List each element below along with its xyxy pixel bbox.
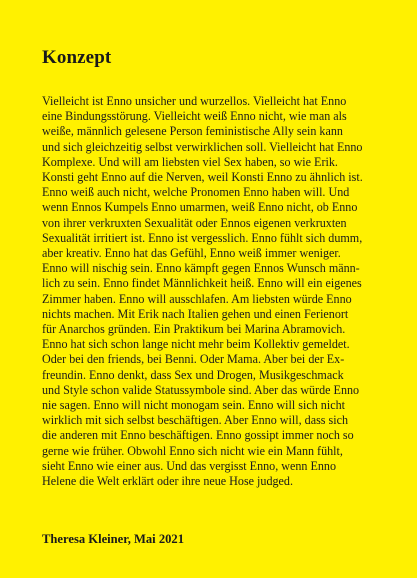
text-line: Konsti geht Enno auf die Nerven, weil Konsti Enno zu ähnlich ist.	[42, 170, 363, 185]
text-line: von ihrer verkruxten Sexualität oder Ennos eigenen verkruxten	[42, 215, 347, 230]
text-line: Sexualität irritiert ist. Enno ist vergesslich. Enno fühlt sich dumm,	[42, 230, 363, 245]
body-text	[42, 94, 387, 489]
text-line: Zimmer haben. Enno will ausschlafen. Am liebsten würde Enno	[42, 291, 352, 306]
author-signature: Theresa Kleiner, Mai 2021	[42, 532, 185, 546]
text-line: aber kreativ. Enno hat das Gefühl, Enno weiß immer weniger.	[42, 246, 341, 261]
text-line: gerne wie früher. Obwohl Enno sich nicht wie ein Mann fühlt,	[42, 443, 343, 458]
text-line: Vielleicht ist Enno unsicher und wurzellos. Vielleicht hat Enno	[42, 94, 347, 108]
text-line: Enno will nischig sein. Enno kämpft gegen Ennos Wunsch männ-	[42, 261, 360, 276]
text-line: und Style schon valide Statussymbole sind. Aber das würde Enno	[42, 382, 360, 397]
text-line: Komplexe. Und will am liebsten viel Sex haben, so wie Erik.	[42, 154, 338, 169]
text-line: wenn Ennos Kumpels Enno umarmen, weiß Enno nicht, ob Enno	[42, 200, 358, 215]
text-line: wirklich mit sich selbst beschäftigen. Aber Enno will, dass sich	[42, 413, 348, 428]
text-line: die anderen mit Enno beschäftigen. Enno gossipt immer noch so	[42, 428, 354, 443]
text-line: nichts machen. Mit Erik nach Italien gehen und einen Ferienort	[42, 306, 349, 321]
text-line: weiße, männlich gelesene Person feministische Ally sein kann	[42, 124, 343, 139]
text-line: lich zu sein. Enno findet Männlichkeit heiß. Enno will ein eigenes	[42, 276, 362, 291]
text-line: eine Bindungsstörung. Vielleicht weiß Enno nicht, wie man als	[42, 109, 347, 124]
document-title: Konzept	[42, 47, 112, 68]
text-line: Enno weiß auch nicht, welche Pronomen Enno haben will. Und	[42, 185, 350, 200]
text-line: freundin. Enno denkt, dass Sex und Drogen, Musikgeschmack	[42, 367, 344, 382]
text-line: und sich gleichzeitig selbst verwirklichen soll. Vielleicht hat Enno	[42, 139, 363, 154]
text-line: nie sagen. Enno will nicht monogam sein. Enno will sich nicht	[42, 398, 345, 413]
text-line: Helene die Welt erklärt oder ihre neue Hose judged.	[42, 474, 293, 489]
text-line: sieht Enno wie einer aus. Und das vergisst Enno, wenn Enno	[42, 458, 337, 473]
text-line: Oder bei den friends, bei Benni. Oder Mama. Aber bei der Ex-	[42, 352, 345, 367]
text-line: für Anarchos gründen. Ein Praktikum bei Marina Abramovich.	[42, 322, 346, 337]
text-line: Enno hat sich schon lange nicht mehr beim Kollektiv gemeldet.	[42, 337, 350, 352]
